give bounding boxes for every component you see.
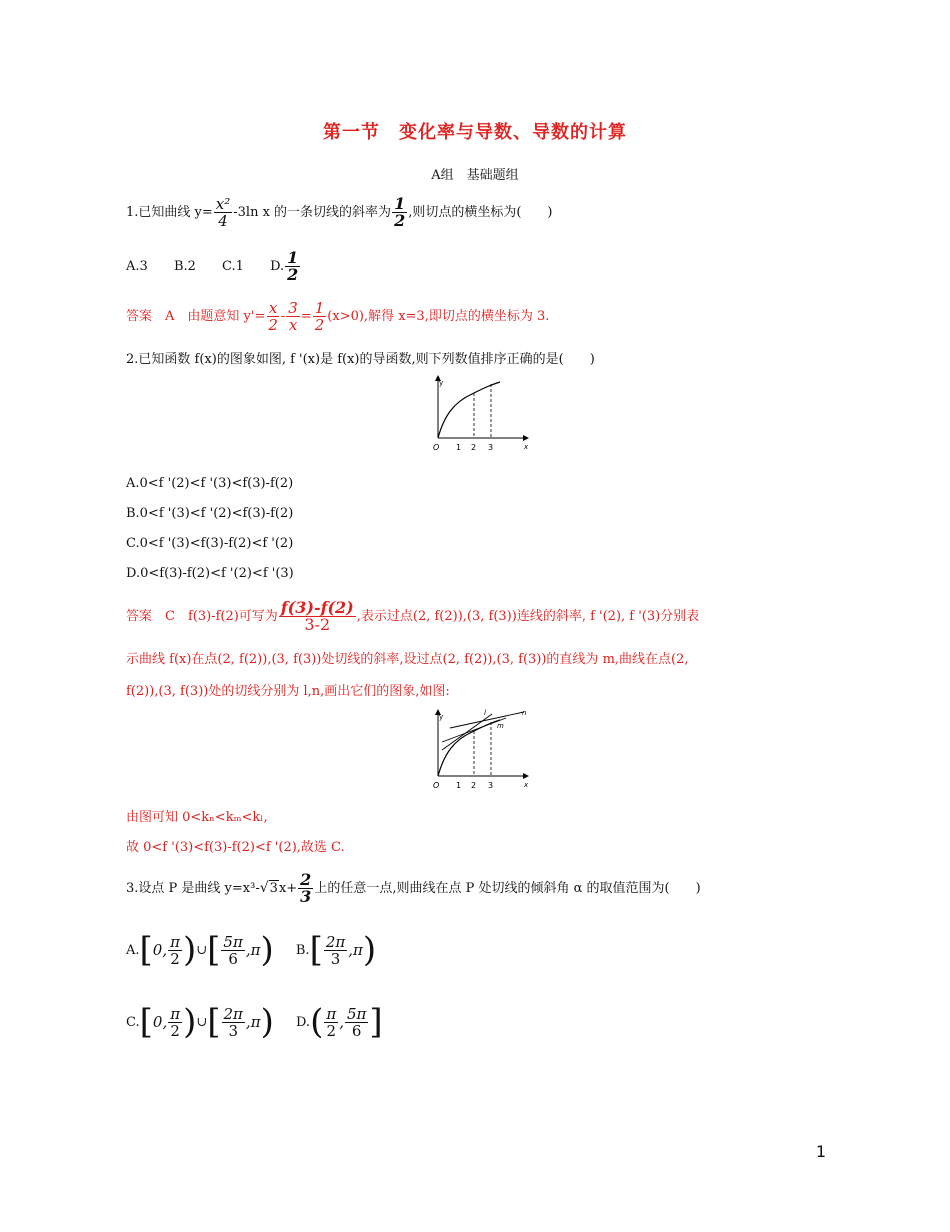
tick-label-1: 1 xyxy=(456,781,462,790)
tick-label-1: 1 xyxy=(456,443,462,452)
q1-option-b: B.2 xyxy=(173,259,196,274)
x-axis-label: x xyxy=(524,443,529,451)
q3-option-d: D. ( $\frac{\pi}{2}$ , $\frac{5\pi}{6}$ ] xyxy=(295,1002,383,1042)
page-title: 第一节 变化率与导数、导数的计算 xyxy=(323,122,627,143)
q1-slope-fraction: $\frac{1}{2}$ xyxy=(394,194,406,230)
q1-fraction: $\frac{\text{x²}}{4}$ xyxy=(215,195,231,230)
section-subtitle: A组 基础题组 xyxy=(431,168,519,183)
q2-stem: 2.已知函数 f(x)的图象如图, f '(x)是 f(x)的导函数,则下列数值排序正确的是( ) xyxy=(126,352,595,367)
q3-option-a: A. [ 0 , $\frac{\pi}{2}$ ) ∪ [ $\frac{5\pi}{6}$ , π ) xyxy=(126,930,274,970)
q2-conclusion-1: 由图可知 0<kₙ<kₘ<kₗ, xyxy=(126,810,268,825)
q1-stem: 1.已知曲线 y= $\frac{\text{x²}}{4}$ -3ln x 的一条切线的斜率为 $\frac{1}{2}$ ,则切点的横坐标为( ) xyxy=(126,194,553,230)
line-label-n: n xyxy=(522,709,527,717)
q1-answer: 答案 A 由题意知 y'= $\frac{x}{2}$ - $\frac{3}{x}$ = $\frac{1}{2}$ (x>0),解得 x=3,即切点的横坐标为 3. xyxy=(126,299,550,334)
q2-function-graph xyxy=(420,372,536,456)
q3-option-b: B. [ $\frac{2\pi}{3}$ , π ) xyxy=(295,930,377,970)
y-axis-label: y xyxy=(439,713,444,721)
q2-answer-line2: 示曲线 f(x)在点(2, f(2)),(3, f(3))处切线的斜率,设过点(2, f(2)),(3, f(3))的直线为 m,曲线在点(2, xyxy=(126,652,689,667)
origin-label: O xyxy=(433,781,440,790)
q3-stem: 3.设点 P 是曲线 y=x³-√3x+ $\frac{2}{3}$ 上的任意一点,则曲线在点 P 处切线的倾斜角 α 的取值范围为( ) xyxy=(126,870,701,906)
q3-fraction: $\frac{2}{3}$ xyxy=(300,870,312,906)
q1-options xyxy=(126,250,301,283)
q2-option-a: A.0<f '(2)<f '(3)<f(3)-f(2) xyxy=(126,476,294,491)
q3-option-c: C. [ 0 , $\frac{\pi}{2}$ ) ∪ [ $\frac{2\pi}{3}$ , π ) xyxy=(126,1002,274,1042)
y-axis-label: y xyxy=(439,379,444,387)
q2-answer-fraction: $\frac{f(3)-f(2)}{3-2}$ xyxy=(280,598,354,634)
line-label-l: l xyxy=(484,709,486,717)
q2-answer-line3: f(2)),(3, f(3))处的切线分别为 l,n,画出它们的图象,如图: xyxy=(126,684,450,699)
q2-tangent-graph xyxy=(420,706,536,792)
q3-options-row1 xyxy=(126,930,376,971)
q1-option-d: D. $\frac{1}{2}$ xyxy=(270,248,299,284)
tick-label-2: 2 xyxy=(471,443,477,452)
page-number: 1 xyxy=(815,1142,826,1161)
x-axis-label: x xyxy=(524,781,529,789)
line-label-m: m xyxy=(497,722,504,730)
q1-option-a: A.3 xyxy=(126,259,148,274)
tick-label-3: 3 xyxy=(488,443,494,452)
q2-conclusion-2: 故 0<f '(3)<f(3)-f(2)<f '(2),故选 C. xyxy=(126,840,345,855)
q2-option-b: B.0<f '(3)<f '(2)<f(3)-f(2) xyxy=(126,506,294,521)
tick-label-2: 2 xyxy=(471,781,477,790)
q2-answer-line1: 答案 C f(3)-f(2)可写为 $\frac{f(3)-f(2)}{3-2}$ ,表示过点(2, f(2)),(3, f(3))连线的斜率, f '(2), f '(3)分别表 xyxy=(126,598,700,634)
tangent-line-l xyxy=(442,714,492,750)
q3-options-row2 xyxy=(126,1002,383,1043)
q2-option-c: C.0<f '(3)<f(3)-f(2)<f '(2) xyxy=(126,536,294,551)
tick-label-3: 3 xyxy=(488,781,494,790)
q1-option-c: C.1 xyxy=(222,259,244,274)
origin-label: O xyxy=(433,443,440,452)
q2-option-d: D.0<f(3)-f(2)<f '(2)<f '(3) xyxy=(126,566,294,581)
